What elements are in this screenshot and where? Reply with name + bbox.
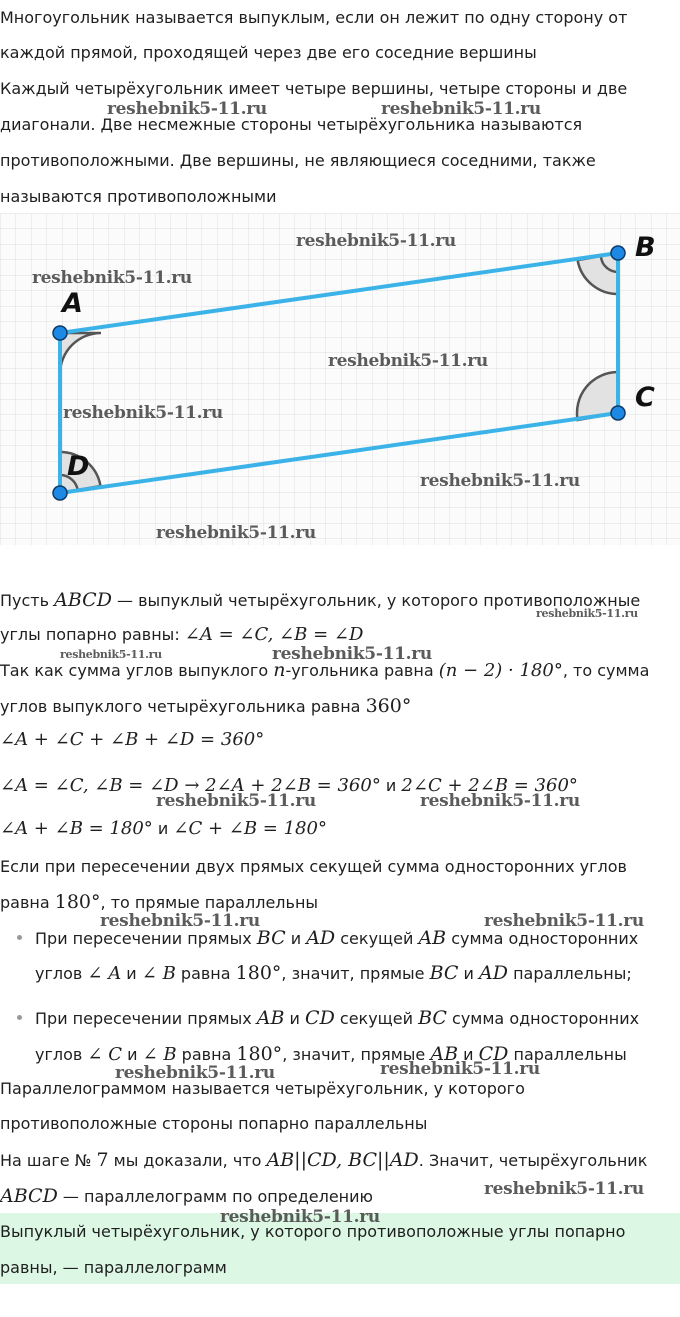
paragraph-line: Многоугольник называется выпуклым, если он лежит по одну сторону от [0,8,628,27]
watermark: reshebnik5-11.ru [536,607,638,620]
conclusion-line: Выпуклый четырёхугольник, у которого противоположные углы попарно [0,1222,626,1241]
vertex-b [611,246,625,260]
watermark: reshebnik5-11.ru [107,99,267,119]
paragraph-line: каждой прямой, проходящей через две его соседние вершины [0,43,537,62]
paragraph-line: Каждый четырёхугольник имеет четыре вершины, четыре стороны и две [0,79,628,98]
formula-3: ∠A + ∠B = 180° и ∠C + ∠B = 180° [0,818,327,839]
watermark: reshebnik5-11.ru [484,1179,644,1199]
formula-1: ∠A + ∠C + ∠B + ∠D = 360° [0,729,265,750]
definition-line: Параллелограммом называется четырёхугольник, у которого [0,1079,525,1098]
watermark: reshebnik5-11.ru [272,644,432,664]
watermark: reshebnik5-11.ru [296,231,456,251]
watermark: reshebnik5-11.ru [420,791,580,811]
proof-line-6: равна 180°, то прямые параллельны [0,891,319,913]
watermark: reshebnik5-11.ru [32,268,192,288]
proof-line-5: Если при пересечении двух прямых секущей сумма односторонних углов [0,857,627,876]
paragraph-line: диагонали. Две несмежные стороны четырёхугольника называются [0,115,583,134]
conclusion-line: равны, — параллелограмм [0,1258,227,1277]
watermark: reshebnik5-11.ru [484,911,644,931]
watermark: reshebnik5-11.ru [115,1063,275,1083]
quadrilateral-figure [0,213,680,545]
watermark: reshebnik5-11.ru [220,1207,380,1227]
step-line-1: На шаге № 7 мы доказали, что AB||CD, BC||AD. Значит, четырёхугольник [0,1149,648,1171]
watermark: reshebnik5-11.ru [156,523,316,543]
proof-line-4: углов выпуклого четырёхугольника равна 360° [0,695,412,717]
label-a: A [62,288,83,319]
vertex-c [611,406,625,420]
step-line-2: ABCD — параллелограмм по определению [0,1185,374,1207]
label-b: B [635,232,656,263]
watermark: reshebnik5-11.ru [380,1059,540,1079]
watermark: reshebnik5-11.ru [63,403,223,423]
watermark: reshebnik5-11.ru [420,471,580,491]
formula-2: ∠A = ∠C, ∠B = ∠D → 2∠A + 2∠B = 360° и 2∠C + 2∠B = 360° [0,775,578,796]
watermark: reshebnik5-11.ru [100,911,260,931]
watermark: reshebnik5-11.ru [328,351,488,371]
vertex-a [53,326,67,340]
paragraph-line: противоположными. Две вершины, не являющиеся соседними, также [0,151,596,170]
label-c: C [635,382,655,413]
watermark: reshebnik5-11.ru [381,99,541,119]
label-d: D [67,451,90,482]
bullet-icon [17,935,22,940]
vertex-d [53,486,67,500]
bullet-icon [17,1015,22,1020]
proof-line-2: углы попарно равны: ∠A = ∠C, ∠B = ∠D [0,624,364,645]
proof-line-1: Пусть ABCD — выпуклый четырёхугольник, у которого противоположные [0,589,641,611]
definition-line: противоположные стороны попарно параллельны [0,1114,428,1133]
watermark: reshebnik5-11.ru [156,791,316,811]
proof-line-3: Так как сумма углов выпуклого n-угольника равна (n − 2) · 180°, то сумма [0,659,650,681]
paragraph-line: называются противоположными [0,187,277,206]
watermark: reshebnik5-11.ru [60,648,162,661]
